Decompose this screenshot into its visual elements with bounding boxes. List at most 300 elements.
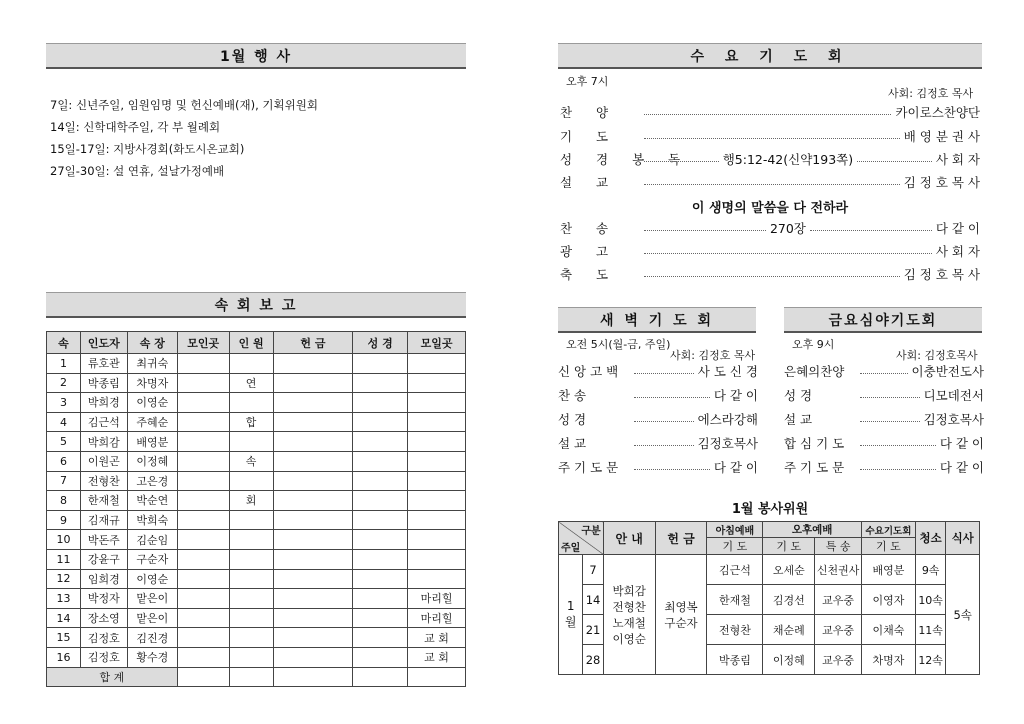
special-song-header: 특 송	[815, 538, 862, 555]
program-label: 설 교	[560, 175, 619, 190]
table-cell: 마리힐	[408, 589, 466, 609]
clean-cell: 9속	[915, 555, 946, 585]
table-cell	[273, 569, 353, 589]
leader-dots	[634, 421, 694, 422]
table-cell	[273, 628, 353, 648]
prayer-header: 기 도	[861, 538, 915, 555]
clean-cell: 11속	[915, 615, 946, 645]
service-cell: 차명자	[861, 645, 915, 675]
table-cell	[177, 549, 229, 569]
program-value: 배 영 분 권 사	[903, 129, 980, 144]
service-cell: 박종림	[707, 645, 763, 675]
program-value: 다 같 이	[713, 388, 758, 403]
table-cell	[273, 647, 353, 667]
table-cell: 김순임	[127, 530, 177, 550]
table-cell: 이영순	[127, 569, 177, 589]
meal-cell: 5속	[946, 555, 980, 675]
table-cell	[408, 530, 466, 550]
leader-dots	[644, 138, 900, 139]
table-cell: 최귀숙	[127, 354, 177, 374]
table-cell	[353, 373, 408, 393]
table-cell: 고은경	[127, 471, 177, 491]
wednesday-time: 오후 7시	[566, 75, 609, 88]
event-item: 15일-17일: 지방사경회(화도시온교회)	[50, 142, 245, 156]
table-cell	[273, 549, 353, 569]
program-row	[558, 434, 758, 452]
table-cell	[229, 628, 273, 648]
table-cell	[229, 432, 273, 452]
events-title: 1월 행 사	[219, 48, 293, 65]
table-cell	[229, 608, 273, 628]
leader-dots	[644, 114, 891, 115]
table-row	[47, 451, 466, 471]
table-row	[47, 589, 466, 609]
table-cell: 박정자	[80, 589, 127, 609]
leader-dots	[644, 161, 719, 162]
leader-dots	[644, 230, 766, 231]
service-cell: 이영자	[861, 585, 915, 615]
program-value: 김 정 호 목 사	[903, 175, 980, 190]
table-cell	[408, 549, 466, 569]
table-cell: 11	[47, 549, 81, 569]
table-cell: 박돈주	[80, 530, 127, 550]
program-row	[560, 265, 980, 283]
day-cell: 21	[583, 615, 603, 645]
table-cell	[408, 393, 466, 413]
program-value: 사 회 자	[935, 244, 980, 259]
table-cell: 교 회	[408, 647, 466, 667]
table-cell	[353, 471, 408, 491]
table-cell	[229, 530, 273, 550]
table-cell	[177, 354, 229, 374]
table-cell: 이원곤	[80, 451, 127, 471]
report-header-row	[47, 332, 466, 354]
month-cell: 1 월	[559, 555, 583, 675]
table-cell: 9	[47, 510, 81, 530]
offering-cell: 최영복 구순자	[655, 555, 707, 675]
table-cell	[273, 393, 353, 413]
friday-host: 사회: 김정호목사	[896, 349, 978, 362]
friday-title-bar	[784, 307, 982, 333]
heongeum-header: 헌 금	[655, 522, 707, 555]
table-cell	[273, 530, 353, 550]
program-label: 설 교	[784, 412, 813, 427]
leader-dots	[860, 397, 920, 398]
clean-cell: 10속	[915, 585, 946, 615]
program-label: 설 교	[558, 436, 587, 451]
table-row	[47, 569, 466, 589]
program-value: 다 같 이	[713, 460, 758, 475]
program-row	[784, 410, 984, 428]
program-row	[560, 127, 980, 145]
program-label: 축 도	[560, 267, 619, 282]
total-cell	[229, 667, 273, 687]
table-row	[47, 373, 466, 393]
usher-cell: 박희감 전형찬 노재철 이영순	[603, 555, 655, 675]
program-row	[558, 386, 758, 404]
service-row	[559, 555, 980, 585]
report-total-row	[47, 667, 466, 687]
program-label: 기 도	[560, 129, 619, 144]
table-cell: 12	[47, 569, 81, 589]
clean-header: 청소	[915, 522, 946, 555]
gubun-label: 구분	[581, 526, 601, 537]
service-cell: 한재철	[707, 585, 763, 615]
program-label: 주 기 도 문	[558, 460, 619, 475]
table-cell: 구순자	[127, 549, 177, 569]
table-cell	[229, 393, 273, 413]
table-cell	[408, 432, 466, 452]
report-table	[46, 331, 466, 687]
program-value: 다 같 이	[935, 221, 980, 236]
table-cell	[408, 354, 466, 374]
table-cell	[177, 373, 229, 393]
service-cell: 교우중	[815, 615, 862, 645]
program-value: 카이로스찬양단	[895, 105, 980, 120]
program-label: 성 경	[784, 388, 813, 403]
leader-dots	[644, 184, 900, 185]
morning-header: 아침예배	[707, 522, 763, 538]
meal-header: 식사	[946, 522, 980, 555]
table-cell	[353, 510, 408, 530]
table-cell	[353, 451, 408, 471]
table-cell	[273, 510, 353, 530]
wednesday-host: 사회: 김정호 목사	[888, 87, 974, 100]
program-row	[560, 150, 980, 168]
table-row	[47, 608, 466, 628]
table-cell: 차명자	[127, 373, 177, 393]
table-row	[47, 354, 466, 374]
table-cell: 박희감	[80, 432, 127, 452]
wednesday-title-bar	[558, 43, 982, 69]
table-cell: 이영순	[127, 393, 177, 413]
table-cell: 마리힐	[408, 608, 466, 628]
program-row	[560, 173, 980, 191]
table-cell	[177, 432, 229, 452]
table-cell: 15	[47, 628, 81, 648]
table-cell: 김진경	[127, 628, 177, 648]
program-row	[784, 458, 984, 476]
table-cell	[177, 628, 229, 648]
table-cell	[353, 589, 408, 609]
program-row	[558, 362, 758, 380]
service-cell: 교우중	[815, 645, 862, 675]
service-cell: 채순례	[763, 615, 815, 645]
table-cell	[177, 647, 229, 667]
table-cell	[229, 589, 273, 609]
program-label: 주 기 도 문	[784, 460, 845, 475]
total-cell	[353, 667, 408, 687]
col-header: 인도자	[80, 332, 127, 354]
table-cell: 속	[229, 451, 273, 471]
service-cell: 이채숙	[861, 615, 915, 645]
leader-dots	[860, 469, 936, 470]
service-cell: 교우중	[815, 585, 862, 615]
table-cell	[177, 530, 229, 550]
table-cell	[177, 589, 229, 609]
table-cell	[273, 412, 353, 432]
table-cell	[408, 373, 466, 393]
leader-dots	[634, 397, 710, 398]
program-detail: 270장	[769, 221, 806, 236]
table-cell: 맡은이	[127, 589, 177, 609]
table-cell: 회	[229, 491, 273, 511]
program-value: 디모데전서	[923, 388, 984, 403]
program-value: 사 도 신 경	[697, 364, 758, 379]
col-header: 모일곳	[408, 332, 466, 354]
program-row	[558, 458, 758, 476]
service-cell: 배영분	[861, 555, 915, 585]
table-cell	[273, 471, 353, 491]
table-row	[47, 647, 466, 667]
table-cell	[408, 471, 466, 491]
table-cell: 8	[47, 491, 81, 511]
col-header: 헌 금	[273, 332, 353, 354]
table-cell	[273, 432, 353, 452]
table-cell	[273, 451, 353, 471]
program-value: 김정호목사	[697, 436, 758, 451]
service-cell: 신천권사	[815, 555, 862, 585]
table-cell	[273, 373, 353, 393]
dawn-title: 새 벽 기 도 회	[599, 312, 715, 329]
table-cell: 박종림	[80, 373, 127, 393]
table-cell: 박순연	[127, 491, 177, 511]
table-row	[47, 432, 466, 452]
table-cell: 강윤구	[80, 549, 127, 569]
event-item: 7일: 신년주일, 임원임명 및 헌신예배(재), 기획위원회	[50, 98, 318, 112]
events-list	[50, 94, 470, 182]
table-cell	[408, 569, 466, 589]
table-cell	[177, 491, 229, 511]
table-cell	[177, 412, 229, 432]
dawn-title-bar	[558, 307, 756, 333]
table-cell	[177, 471, 229, 491]
table-cell	[177, 608, 229, 628]
leader-dots	[860, 445, 936, 446]
table-cell	[353, 393, 408, 413]
table-cell: 이정혜	[127, 451, 177, 471]
total-cell	[408, 667, 466, 687]
prayer-header: 기 도	[763, 538, 815, 555]
table-row	[47, 393, 466, 413]
afternoon-header: 오후예배	[763, 522, 862, 538]
table-cell	[229, 510, 273, 530]
day-cell: 14	[583, 585, 603, 615]
table-cell: 2	[47, 373, 81, 393]
friday-title: 금요심야기도회	[828, 312, 938, 329]
table-cell	[273, 354, 353, 374]
report-title: 속 회 보 고	[214, 297, 298, 314]
table-cell	[353, 569, 408, 589]
table-cell: 김근석	[80, 412, 127, 432]
table-cell: 김정호	[80, 628, 127, 648]
table-cell	[273, 491, 353, 511]
table-cell	[229, 569, 273, 589]
col-header: 모인곳	[177, 332, 229, 354]
table-cell	[177, 510, 229, 530]
table-cell: 7	[47, 471, 81, 491]
service-cell: 김경선	[763, 585, 815, 615]
table-cell	[408, 491, 466, 511]
dawn-time: 오전 5시(월-금, 주일)	[566, 338, 671, 351]
program-label: 성 경 봉 독	[560, 152, 691, 167]
table-row	[47, 628, 466, 648]
program-label: 은혜의찬양	[784, 364, 845, 379]
program-value: 다 같 이	[939, 436, 984, 451]
col-header: 성 경	[353, 332, 408, 354]
total-label: 합 계	[47, 667, 178, 687]
leader-dots	[857, 161, 932, 162]
report-title-bar	[46, 292, 466, 318]
table-cell: 황수경	[127, 647, 177, 667]
table-cell: 임희경	[80, 569, 127, 589]
program-label: 광 고	[560, 244, 619, 259]
table-cell	[229, 647, 273, 667]
dawn-host: 사회: 김정호 목사	[670, 349, 756, 362]
table-cell	[353, 608, 408, 628]
service-cell: 이정혜	[763, 645, 815, 675]
leader-dots	[860, 421, 920, 422]
table-cell	[177, 569, 229, 589]
table-cell: 연	[229, 373, 273, 393]
table-cell	[229, 471, 273, 491]
events-title-bar	[46, 43, 466, 69]
table-cell: 교 회	[408, 628, 466, 648]
table-cell	[177, 393, 229, 413]
table-cell	[353, 647, 408, 667]
program-row	[560, 219, 980, 237]
table-cell	[353, 354, 408, 374]
table-cell	[273, 608, 353, 628]
program-row	[558, 410, 758, 428]
table-cell	[353, 491, 408, 511]
table-cell	[229, 354, 273, 374]
table-cell: 10	[47, 530, 81, 550]
program-row	[784, 386, 984, 404]
col-header: 인 원	[229, 332, 273, 354]
leader-dots	[634, 469, 710, 470]
program-label: 찬 양	[560, 105, 619, 120]
table-cell	[408, 510, 466, 530]
program-value: 김 정 호 목 사	[903, 267, 980, 282]
service-cell: 오세순	[763, 555, 815, 585]
program-label: 성 경	[558, 412, 587, 427]
table-row	[47, 510, 466, 530]
service-cell: 김근석	[707, 555, 763, 585]
table-cell: 류호관	[80, 354, 127, 374]
col-header: 속	[47, 332, 81, 354]
wednesday-title: 수 요 기 도 회	[690, 48, 850, 65]
prayer-header: 기 도	[707, 538, 763, 555]
table-cell: 전형찬	[80, 471, 127, 491]
table-row	[47, 530, 466, 550]
table-cell: 합	[229, 412, 273, 432]
table-row	[47, 412, 466, 432]
table-cell: 4	[47, 412, 81, 432]
wed-header: 수요기도회	[861, 522, 915, 538]
leader-dots	[810, 230, 932, 231]
leader-dots	[634, 373, 694, 374]
leader-dots	[634, 445, 694, 446]
gubun-header	[559, 522, 604, 555]
service-title: 1월 봉사위원	[731, 502, 809, 517]
juil-label: 주일	[561, 543, 581, 554]
table-row	[47, 471, 466, 491]
table-cell: 장소영	[80, 608, 127, 628]
table-cell	[353, 530, 408, 550]
program-value: 사 회 자	[935, 152, 980, 167]
clean-cell: 12속	[915, 645, 946, 675]
table-cell	[353, 549, 408, 569]
table-cell: 박희숙	[127, 510, 177, 530]
table-cell: 맡은이	[127, 608, 177, 628]
event-item: 14일: 신학대학주일, 각 부 월례회	[50, 120, 221, 134]
total-cell	[177, 667, 229, 687]
table-cell	[353, 628, 408, 648]
leader-dots	[860, 373, 908, 374]
total-cell	[273, 667, 353, 687]
table-cell	[353, 432, 408, 452]
program-label: 신 앙 고 백	[558, 364, 619, 379]
table-row	[47, 491, 466, 511]
sermon-title: 이 생명의 말씀을 다 전하라	[691, 201, 849, 216]
table-cell: 한재철	[80, 491, 127, 511]
table-cell: 1	[47, 354, 81, 374]
friday-time: 오후 9시	[792, 338, 835, 351]
table-cell: 3	[47, 393, 81, 413]
program-label: 찬 송	[558, 388, 587, 403]
table-cell: 5	[47, 432, 81, 452]
program-label: 합 심 기 도	[784, 436, 845, 451]
program-value: 에스라강해	[697, 412, 758, 427]
table-cell: 16	[47, 647, 81, 667]
annae-header: 안 내	[603, 522, 655, 555]
table-cell: 13	[47, 589, 81, 609]
table-cell: 6	[47, 451, 81, 471]
event-item: 27일-30일: 설 연휴, 설날가정예배	[50, 164, 225, 178]
table-cell: 박희경	[80, 393, 127, 413]
program-detail: 행5:12-42(신약193쪽)	[722, 152, 854, 167]
table-cell: 주혜순	[127, 412, 177, 432]
leader-dots	[644, 253, 932, 254]
program-value: 김정호목사	[923, 412, 984, 427]
program-value: 이충반전도사	[911, 364, 984, 379]
col-header: 속 장	[127, 332, 177, 354]
program-label: 찬 송	[560, 221, 619, 236]
table-cell	[408, 451, 466, 471]
service-table	[558, 521, 980, 675]
program-row	[560, 242, 980, 260]
table-cell	[177, 451, 229, 471]
day-cell: 7	[583, 555, 603, 585]
table-cell: 14	[47, 608, 81, 628]
day-cell: 28	[583, 645, 603, 675]
program-value: 다 같 이	[939, 460, 984, 475]
service-cell: 전형찬	[707, 615, 763, 645]
table-cell	[273, 589, 353, 609]
leader-dots	[644, 276, 900, 277]
table-cell	[408, 412, 466, 432]
table-cell: 김재규	[80, 510, 127, 530]
table-cell: 배영분	[127, 432, 177, 452]
program-row	[560, 103, 980, 121]
program-row	[784, 362, 984, 380]
table-cell: 김정호	[80, 647, 127, 667]
table-row	[47, 549, 466, 569]
table-cell	[353, 412, 408, 432]
table-cell	[229, 549, 273, 569]
program-row	[784, 434, 984, 452]
